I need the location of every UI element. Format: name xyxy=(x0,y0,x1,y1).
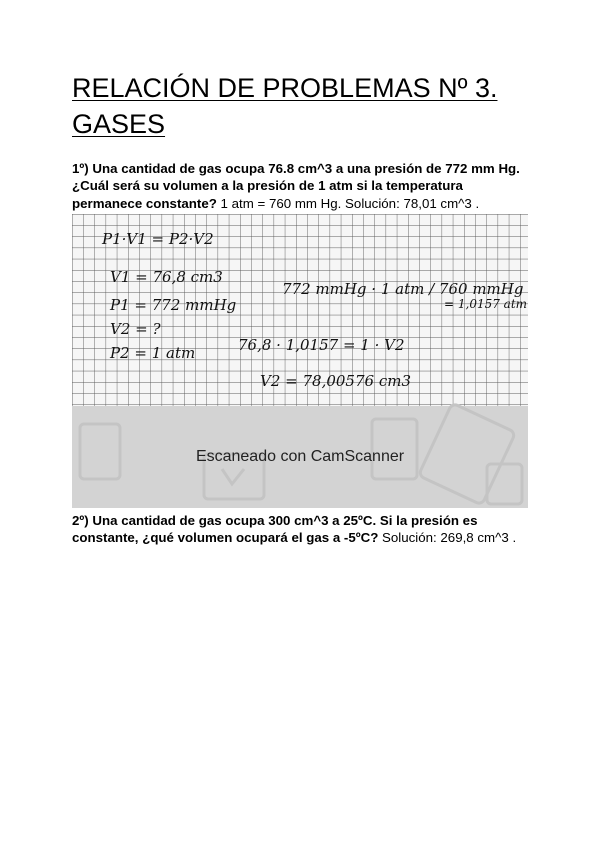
handwritten-line: P2 = 1 atm xyxy=(110,344,196,362)
handwritten-line: V2 = ? xyxy=(110,320,161,338)
problem-2-answer: Solución: 269,8 cm^3 . xyxy=(378,530,517,546)
problem-2-statement: 2º) Una cantidad de gas ocupa 300 cm^3 a 25ºC. Si la presión es constante, ¿qué volumen ocupará el gas a -5ºC? xyxy=(72,513,478,546)
problem-1 xyxy=(72,160,532,212)
camscanner-watermark: Escaneado con CamScanner xyxy=(195,448,405,465)
handwritten-line: 76,8 · 1,0157 = 1 · V2 xyxy=(238,336,405,354)
handwritten-line: V2 = 78,00576 cm3 xyxy=(260,372,411,390)
page-title: RELACIÓN DE PROBLEMAS Nº 3. GASES xyxy=(72,73,498,139)
handwritten-line: V1 = 76,8 cm3 xyxy=(110,268,223,286)
handwritten-line: 772 mmHg · 1 atm / 760 mmHg xyxy=(282,280,524,298)
handwritten-line: = 1,0157 atm xyxy=(444,297,528,311)
problem-2 xyxy=(72,512,532,547)
problem-1-statement: 1º) Una cantidad de gas ocupa 76.8 cm^3 a una presión de 772 mm Hg. ¿Cuál será su volumen a la presión de 1 atm si la temperatura permanece constante? xyxy=(72,161,520,211)
handwritten-line: P1 = 772 mmHg xyxy=(110,296,237,314)
scanned-handwritten-solution xyxy=(72,214,528,508)
problem-1-answer: 1 atm = 760 mm Hg. Solución: 78,01 cm^3 . xyxy=(216,195,480,211)
handwritten-line: P1·V1 = P2·V2 xyxy=(102,230,214,248)
